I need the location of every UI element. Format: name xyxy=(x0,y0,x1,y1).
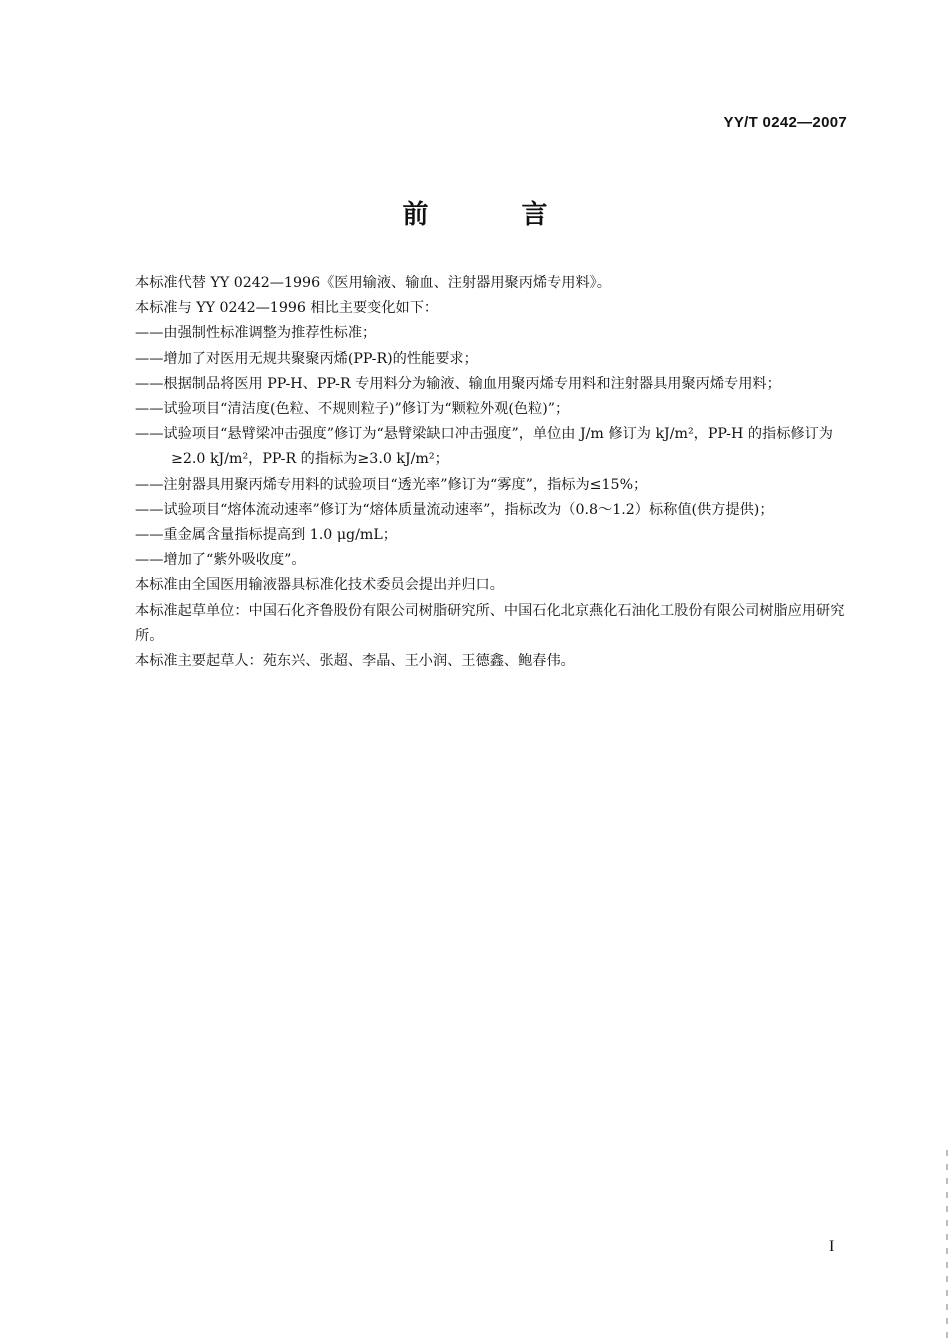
intro-paragraph-replaces: 本标准代替 YY 0242—1996《医用输液、输血、注射器用聚丙烯专用料》。 xyxy=(135,275,611,291)
drafting-units-paragraph: 本标准起草单位：中国石化齐鲁股份有限公司树脂研究所、中国石化北京燕化石油化工股份有限公司树脂应用研究所。 xyxy=(135,602,845,644)
page-number: I xyxy=(829,1238,835,1255)
change-item: ——试验项目“悬臂梁冲击强度”修订为“悬臂梁缺口冲击强度”，单位由 J/m 修订为 kJ/m²，PP-H 的指标修订为≥2.0 kJ/m²，PP-R 的指标为≥3.0 kJ/m²； xyxy=(135,426,833,468)
change-item: ——由强制性标准调整为推荐性标准； xyxy=(135,325,377,342)
change-item: ——根据制品将医用 PP-H、PP-R 专用料分为输液、输血用聚丙烯专用料和注射器具用聚丙烯专用料； xyxy=(135,375,781,392)
page-title: 前 言 xyxy=(402,200,590,230)
change-item: ——试验项目“清洁度(色粒、不规则粒子)”修订为“颗粒外观(色粒)”； xyxy=(135,401,570,418)
change-item: ——注射器具用聚丙烯专用料的试验项目“透光率”修订为“雾度”，指标为≤15%； xyxy=(135,476,648,493)
drafters-paragraph: 本标准主要起草人：苑东兴、张超、李晶、王小润、王德鑫、鲍春伟。 xyxy=(135,653,575,670)
scan-edge-mark xyxy=(946,1150,948,1340)
proposal-paragraph: 本标准由全国医用输液器具标准化技术委员会提出并归口。 xyxy=(135,577,504,594)
standard-code: YY/T 0242—2007 xyxy=(723,114,847,131)
intro-paragraph-changes: 本标准与 YY 0242—1996 相比主要变化如下： xyxy=(135,300,439,317)
change-item: ——增加了对医用无规共聚聚丙烯(PP-R)的性能要求； xyxy=(135,350,478,367)
change-item: ——试验项目“熔体流动速率”修订为“熔体质量流动速率”，指标改为（0.8～1.2）标称值(供方提供)； xyxy=(135,501,774,518)
foreword-body xyxy=(135,271,847,674)
change-item: ——重金属含量指标提高到 1.0 μg/mL； xyxy=(135,527,397,544)
change-item: ——增加了“紫外吸收度”。 xyxy=(135,552,306,569)
